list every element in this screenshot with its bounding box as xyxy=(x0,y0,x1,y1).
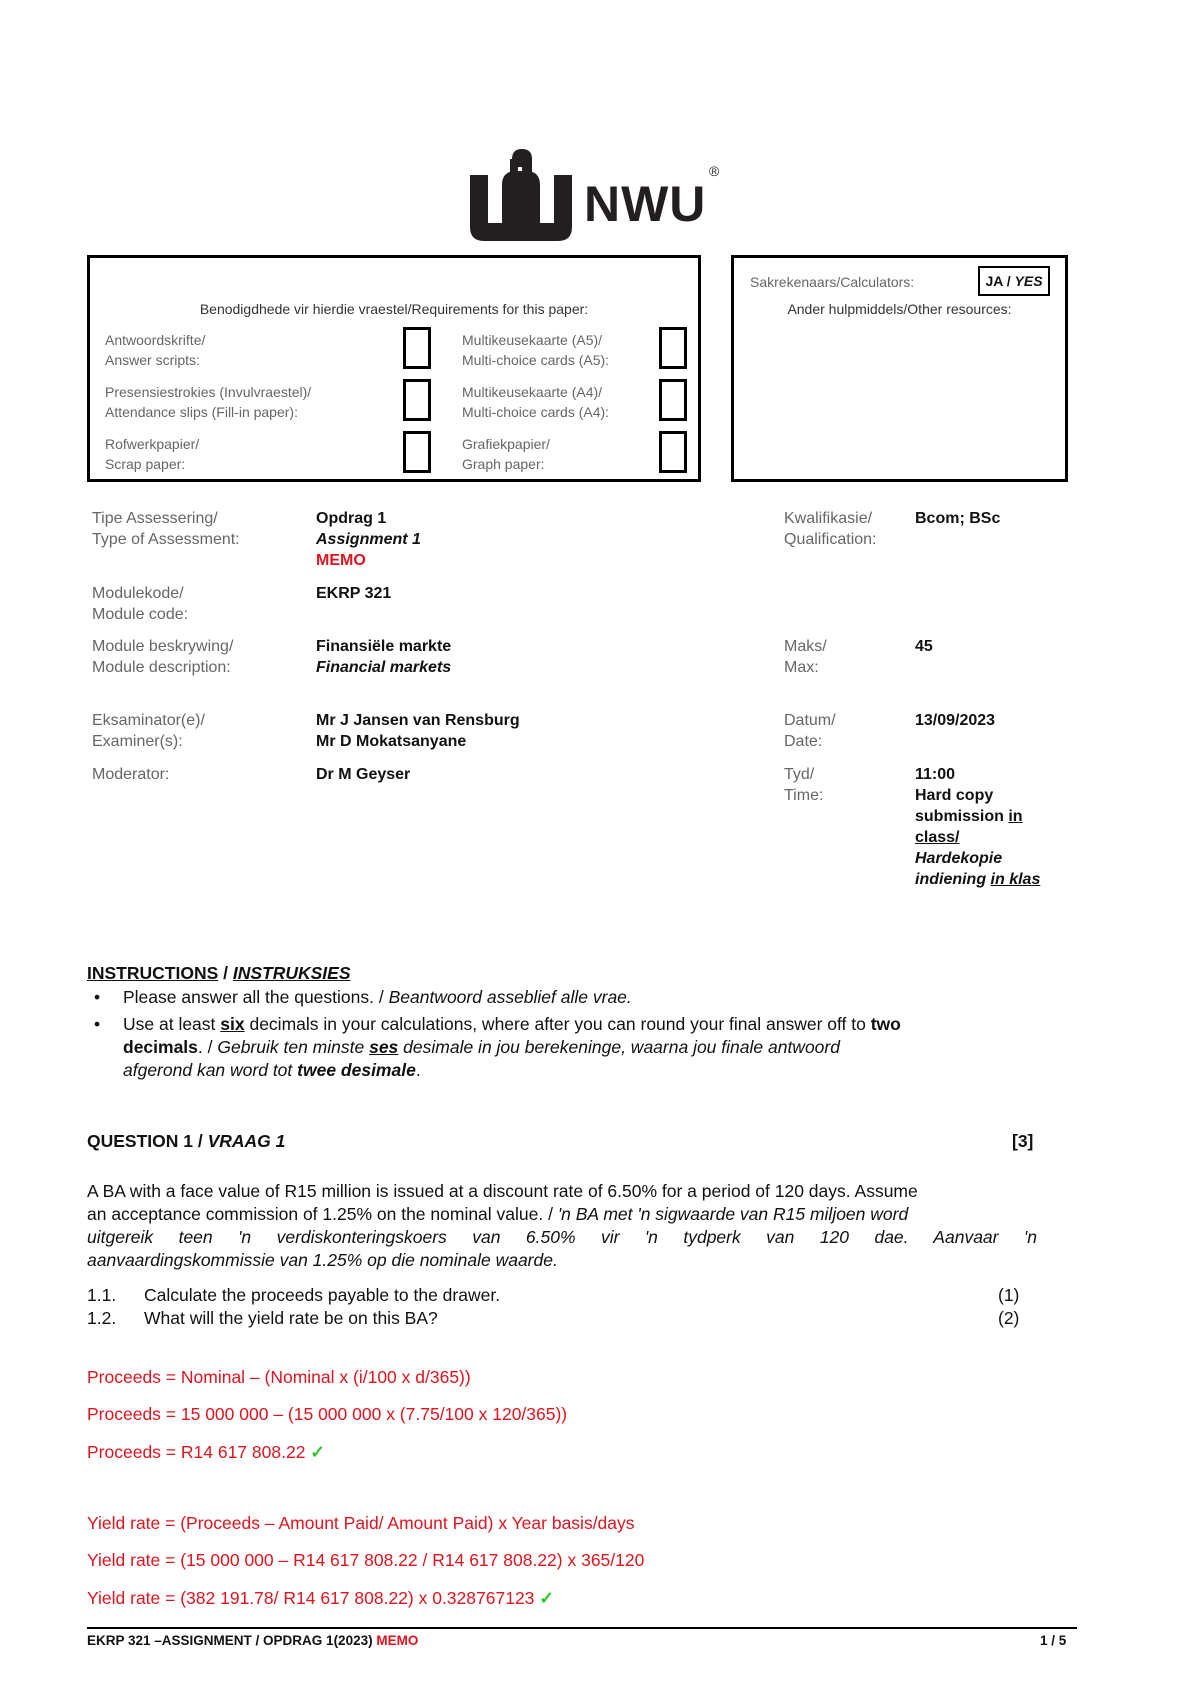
req-attendance xyxy=(105,382,311,422)
mcq-a4-checkbox[interactable] xyxy=(659,379,687,421)
heading-sep: / xyxy=(218,963,233,983)
nwu-logo-mark-icon xyxy=(462,145,580,245)
calculators-label: Sakrekenaars/Calculators: xyxy=(750,274,915,290)
req-label-af: Rofwerkpapier/ xyxy=(105,436,200,452)
req-label-af: Grafiekpapier/ xyxy=(462,436,550,452)
time-value xyxy=(915,764,1040,890)
answer-scripts-checkbox[interactable] xyxy=(403,327,431,369)
label-af: Modulekode/ xyxy=(92,585,184,602)
nwu-logo xyxy=(462,145,732,255)
instructions-heading xyxy=(87,962,351,985)
module-code-value: EKRP 321 xyxy=(316,585,392,602)
instr-part: afgerond kan word tot xyxy=(123,1060,298,1080)
resources-box xyxy=(731,255,1068,482)
req-label-af: Antwoordskrifte/ xyxy=(105,332,206,348)
footer-memo: MEMO xyxy=(376,1633,419,1648)
value-en: Assignment 1 xyxy=(316,531,421,548)
module-description-value xyxy=(316,636,451,678)
req-label-af: Multikeusekaarte (A5)/ xyxy=(462,332,603,348)
para-line: A BA with a face value of R15 million is issued at a discount rate of 6.50% for a period of 120 days. Assume xyxy=(87,1181,918,1201)
instruction-2 xyxy=(123,1013,1043,1082)
other-resources-label: Ander hulpmiddels/Other resources: xyxy=(787,301,1012,317)
req-label-en: Scrap paper: xyxy=(105,456,186,472)
answer-line-1 xyxy=(87,1366,471,1389)
examiner-label xyxy=(92,710,205,752)
page-number: 1 / 5 xyxy=(1040,1633,1067,1648)
answer-line-2 xyxy=(87,1403,567,1426)
label-af: Eksaminator(e)/ xyxy=(92,712,205,729)
instr-part: decimals in your calculations, where after you can round your final answer off to xyxy=(244,1014,871,1034)
requirements-title: Benodigdhede vir hierdie vraestel/Requirements for this paper: xyxy=(199,301,589,317)
moderator-value: Dr M Geyser xyxy=(316,766,411,783)
time-note-part: in xyxy=(1008,808,1023,825)
label-af: Tyd/ xyxy=(784,766,815,783)
requirements-box xyxy=(87,255,701,482)
answer-text: Yield rate = (15 000 000 – R14 617 808.22 / R14 617 808.22) x 365/120 xyxy=(87,1550,645,1570)
registered-mark: ® xyxy=(709,163,720,179)
instr-part: Gebruik ten minste xyxy=(217,1037,370,1057)
label-af: Maks/ xyxy=(784,638,827,655)
answer-line-5 xyxy=(87,1549,644,1572)
time-note xyxy=(915,869,1040,890)
max-label xyxy=(784,636,827,678)
time-note xyxy=(915,806,1040,827)
footer-left xyxy=(87,1633,418,1648)
label-en: Date: xyxy=(784,733,823,750)
check-mark-icon: ✓ xyxy=(310,1442,325,1462)
moderator-label: Moderator: xyxy=(92,766,170,783)
para-part: 'n BA met 'n sigwaarde van R15 miljoen word xyxy=(557,1204,909,1224)
title-af: VRAAG 1 xyxy=(207,1131,286,1151)
time-note: class/ xyxy=(915,829,960,846)
label-en: Time: xyxy=(784,787,824,804)
bullet-icon: • xyxy=(94,1014,101,1034)
req-label-en: Graph paper: xyxy=(462,456,545,472)
instr-part: ses xyxy=(369,1037,399,1057)
answer-text: Proceeds = 15 000 000 – (15 000 000 x (7.75/100 x 120/365)) xyxy=(87,1404,568,1424)
instr-part: . xyxy=(415,1060,421,1080)
logo-wordmark: NWU xyxy=(584,176,707,232)
label-en: Max: xyxy=(784,659,819,676)
label-af: Kwalifikasie/ xyxy=(784,510,873,527)
label-af: Module beskrywing/ xyxy=(92,638,234,655)
qualification-label xyxy=(784,508,877,550)
subquestion-1-2-num: 1.2. xyxy=(87,1308,117,1328)
time-note: Hardekopie xyxy=(915,850,1003,867)
mcq-a5-checkbox[interactable] xyxy=(659,327,687,369)
req-label-af: Presensiestrokies (Invulvraestel)/ xyxy=(105,384,312,400)
time-note-part: submission xyxy=(915,808,1009,825)
attendance-checkbox[interactable] xyxy=(403,379,431,421)
check-mark-icon: ✓ xyxy=(539,1588,554,1608)
instruction-1 xyxy=(123,986,1063,1009)
question-1-marks: [3] xyxy=(1012,1131,1034,1151)
assessment-type-value xyxy=(316,508,421,571)
subquestion-1-1-mark: (1) xyxy=(998,1285,1020,1305)
instr-part: . / xyxy=(197,1037,218,1057)
req-label-en: Multi-choice cards (A4): xyxy=(462,404,610,420)
instr-part: decimals xyxy=(123,1037,198,1057)
calculators-value-af: JA / xyxy=(985,273,1011,289)
req-scrap-paper xyxy=(105,434,199,474)
memo-tag: MEMO xyxy=(316,552,366,569)
answer-line-6 xyxy=(87,1587,554,1610)
footer-divider xyxy=(87,1627,1077,1629)
para-line: uitgereik teen 'n verdiskonteringskoers van 6.50% vir 'n tydperk van 120 dae. Aanvaar 'n xyxy=(87,1227,1037,1247)
para-part: an acceptance commission of 1.25% on the nominal value. / xyxy=(87,1204,558,1224)
examiner-value xyxy=(316,710,520,752)
req-mcq-a4 xyxy=(462,382,609,422)
label-en: Module code: xyxy=(92,606,189,623)
value-af: Opdrag 1 xyxy=(316,510,387,527)
instr-part: six xyxy=(220,1014,245,1034)
instr-part: desimale in jou berekeninge, waarna jou finale antwoord xyxy=(398,1037,840,1057)
graph-paper-checkbox[interactable] xyxy=(659,431,687,473)
value-en: Financial markets xyxy=(316,659,452,676)
answer-line-4 xyxy=(87,1512,635,1535)
label-en: Qualification: xyxy=(784,531,877,548)
scrap-paper-checkbox[interactable] xyxy=(403,431,431,473)
time-note-part: indiening xyxy=(915,871,991,888)
req-mcq-a5 xyxy=(462,330,609,370)
assessment-type-label xyxy=(92,508,240,550)
answer-text: Proceeds = R14 617 808.22 xyxy=(87,1442,311,1462)
date-label xyxy=(784,710,836,752)
heading-af: INSTRUKSIES xyxy=(232,963,351,983)
label-af: Tipe Assessering/ xyxy=(92,510,218,527)
footer-title: EKRP 321 –ASSIGNMENT / OPDRAG 1(2023) xyxy=(87,1633,377,1648)
answer-text: Proceeds = Nominal – (Nominal x (i/100 x d/365)) xyxy=(87,1367,471,1387)
time-note: Hard copy xyxy=(915,787,994,804)
instr-part: twee desimale xyxy=(297,1060,416,1080)
title-en: QUESTION 1 / xyxy=(87,1131,208,1151)
req-label-af: Multikeusekaarte (A4)/ xyxy=(462,384,603,400)
qualification-value: Bcom; BSc xyxy=(915,510,1001,527)
req-answer-scripts xyxy=(105,330,205,370)
subquestion-1-2-mark: (2) xyxy=(998,1308,1020,1328)
label-af: Datum/ xyxy=(784,712,836,729)
time-val: 11:00 xyxy=(915,766,956,783)
para-line xyxy=(87,1203,1037,1226)
req-label-en: Answer scripts: xyxy=(105,352,200,368)
time-label xyxy=(784,764,823,806)
req-graph-paper xyxy=(462,434,550,474)
instr-part: two xyxy=(870,1014,901,1034)
req-label-en: Attendance slips (Fill-in paper): xyxy=(105,404,298,420)
subquestion-1-1-text: Calculate the proceeds payable to the drawer. xyxy=(144,1285,501,1305)
calculators-value-en: YES xyxy=(1014,273,1043,289)
bullet-icon: • xyxy=(94,987,101,1007)
instruction-en: Please answer all the questions. / xyxy=(123,987,389,1007)
calculators-value xyxy=(978,266,1050,296)
max-value: 45 xyxy=(915,638,933,655)
module-code-label xyxy=(92,583,188,625)
answer-line-3 xyxy=(87,1441,325,1464)
label-en: Examiner(s): xyxy=(92,733,183,750)
examiner-2: Mr D Mokatsanyane xyxy=(316,733,467,750)
time-note-part: in klas xyxy=(990,871,1041,888)
label-en: Module description: xyxy=(92,659,231,676)
instruction-af: Beantwoord asseblief alle vrae. xyxy=(388,987,632,1007)
module-description-label xyxy=(92,636,233,678)
value-af: Finansiële markte xyxy=(316,638,452,655)
answer-text: Yield rate = (Proceeds – Amount Paid/ Amount Paid) x Year basis/days xyxy=(87,1513,635,1533)
date-value: 13/09/2023 xyxy=(915,712,996,729)
question-1-title xyxy=(87,1130,285,1153)
req-label-en: Multi-choice cards (A5): xyxy=(462,352,610,368)
para-line: aanvaardingskommissie van 1.25% op die nominale waarde. xyxy=(87,1250,558,1270)
subquestion-1-1-num: 1.1. xyxy=(87,1285,117,1305)
instr-part: Use at least xyxy=(123,1014,221,1034)
examiner-1: Mr J Jansen van Rensburg xyxy=(316,712,520,729)
question-1-paragraph xyxy=(87,1180,1037,1272)
label-en: Type of Assessment: xyxy=(92,531,240,548)
answer-text: Yield rate = (382 191.78/ R14 617 808.22) x 0.328767123 xyxy=(87,1588,540,1608)
subquestion-1-2-text: What will the yield rate be on this BA? xyxy=(144,1308,438,1328)
heading-en: INSTRUCTIONS xyxy=(87,963,219,983)
